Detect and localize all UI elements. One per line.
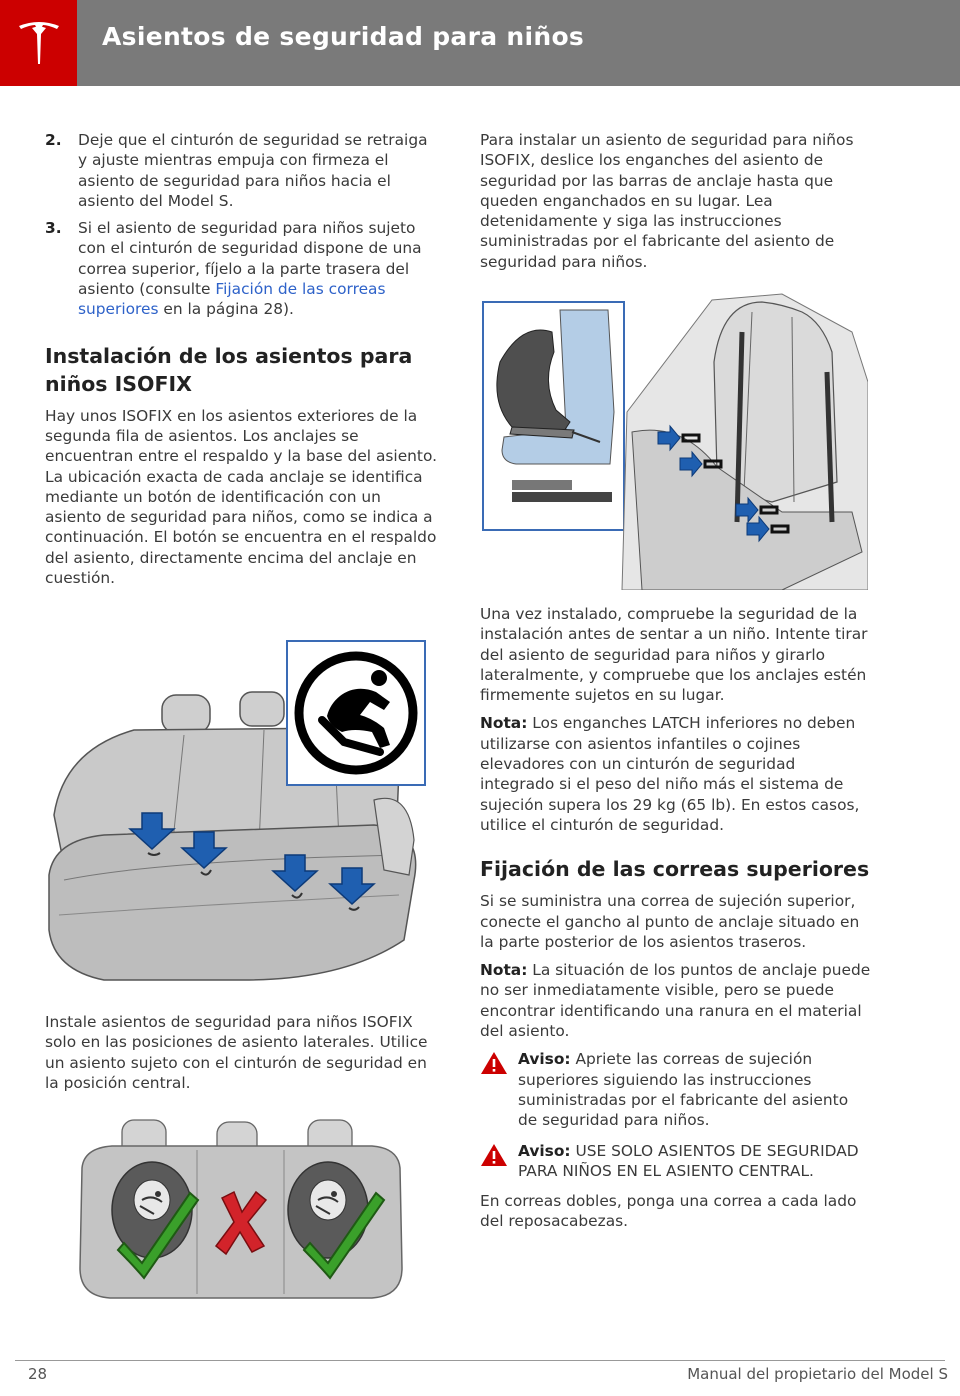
tesla-logo-icon [17, 20, 61, 66]
double-strap-paragraph: En correas dobles, ponga una correa a cada lado del reposacabezas. [480, 1192, 857, 1231]
seat-position-figure [72, 1118, 410, 1308]
page-header [0, 0, 960, 86]
isofix-install-paragraph: Para instalar un asiento de seguridad para niños ISOFIX, deslice los enganches del asiento de seguridad por las barras de anclaje hasta que queden enganchados en su lugar. Lea detenidamente y siga las instrucciones suministradas por el fabricante del asiento de seguridad para niños. [480, 131, 854, 271]
isofix-bars-illustration [482, 292, 868, 590]
warning-triangle-icon [480, 1049, 518, 1130]
step-text-before: Si el asiento de seguridad para niños sujeto con el cinturón de seguridad dispone de una correa superior, fíjelo a la parte trasera del asiento (consulte [78, 219, 422, 299]
step-item [45, 130, 440, 211]
warning-body: USE SOLO ASIENTOS DE SEGURIDAD PARA NIÑOS EN EL ASIENTO CENTRAL. [518, 1141, 859, 1180]
latch-note [480, 713, 872, 835]
isofix-bars-figure [482, 292, 868, 590]
warning-body: Apriete las correas de sujeción superiores siguiendo las instrucciones suministradas por el fabricante del asiento de seguridad para niños. [518, 1050, 849, 1130]
isofix-seat-figure [44, 640, 432, 990]
left-column-lower [45, 1012, 440, 1101]
tether-section-link[interactable]: Fijación de las correas superiores [78, 280, 386, 319]
seat-position-illustration [72, 1118, 410, 1308]
step-text-after: en la página 28). [158, 300, 294, 319]
warning-label: Aviso: [518, 1141, 571, 1160]
warning-text [518, 1141, 872, 1182]
isofix-paragraph: Hay unos ISOFIX en los asientos exteriores de la segunda fila de asientos. Los anclajes se encuentran entre el respaldo y la base del asiento. La ubicación exacta de cada anclaje se identifica mediante un botón de identificación con un asiento de seguridad para niños, como se indica a continuación. El botón se encuentra en el respaldo del asiento, directamente encima del anclaje en cuestión. [45, 406, 437, 588]
left-column [45, 130, 440, 596]
isofix-heading: Instalación de los asientos para niños ISOFIX [45, 343, 413, 396]
note-label: Nota: [480, 961, 528, 980]
page-title: Asientos de seguridad para niños [102, 22, 585, 51]
warning-tighten-straps [480, 1049, 872, 1130]
isofix-install-positions-paragraph: Instale asientos de seguridad para niños ISOFIX solo en las posiciones de asiento laterales. Utilice un asiento sujeto con el cinturón de seguridad en la posición central. [45, 1013, 428, 1092]
note-label: Nota: [480, 714, 528, 733]
right-column-lower [480, 604, 872, 1240]
page-number: 28 [28, 1365, 48, 1383]
warning-center-seat [480, 1141, 872, 1182]
isofix-child-seat-icon [299, 656, 413, 770]
step-text [78, 218, 440, 319]
installation-check-paragraph: Una vez instalado, compruebe la seguridad de la instalación antes de sentar a un niño. Intente tirar del asiento de seguridad para niños y girarlo lateralmente, y compruebe que los anclajes estén firmemente sujetos en su lugar. [480, 605, 868, 705]
warning-text [518, 1049, 872, 1130]
step-item [45, 218, 440, 319]
manual-title: Manual del propietario del Model S [687, 1365, 948, 1383]
tether-paragraph: Si se suministra una correa de sujeción superior, conecte el gancho al punto de anclaje situado en la parte posterior de los asientos traseros. [480, 892, 860, 951]
note-text: La situación de los puntos de anclaje puede no ser inmediatamente visible, pero se puede encontrar identificando una ranura en el material del asiento. [480, 961, 871, 1041]
warning-triangle-icon [480, 1141, 518, 1182]
step-text: Deje que el cinturón de seguridad se retraiga y ajuste mientras empuja con firmeza el asiento de seguridad para niños hacia el asiento del Model S. [78, 131, 428, 210]
isofix-seat-illustration [44, 640, 432, 990]
note-text: Los enganches LATCH inferiores no deben utilizarse con asientos infantiles o cojines elevadores con un cinturón de seguridad integrado si el peso del niño más el sistema de sujeción supera los 29 kg (65 lb). En estos casos, utilice el cinturón de seguridad. [480, 714, 860, 834]
tether-heading: Fijación de las correas superiores [480, 857, 870, 882]
footer-divider [15, 1360, 945, 1361]
warning-label: Aviso: [518, 1050, 571, 1069]
step-number: 3. [45, 219, 62, 238]
right-column [480, 130, 872, 280]
anchor-location-note [480, 960, 872, 1041]
step-number: 2. [45, 131, 62, 149]
tesla-logo [0, 0, 77, 86]
